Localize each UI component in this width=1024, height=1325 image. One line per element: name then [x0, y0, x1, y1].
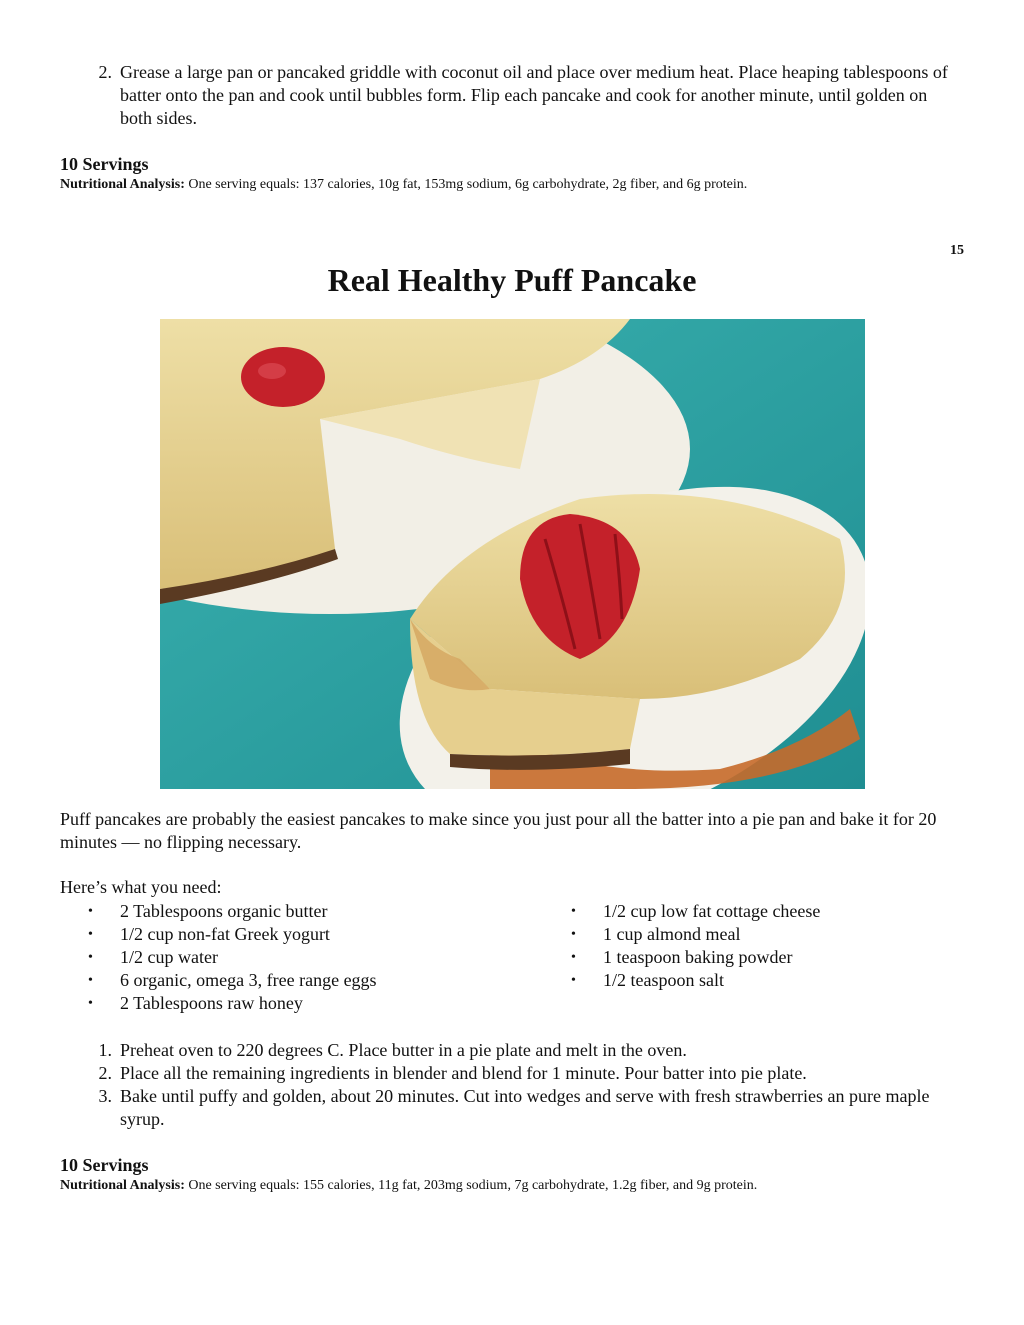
- ingredient-item: • 1/2 teaspoon salt: [543, 969, 963, 992]
- ingredient-item: • 1/2 cup non-fat Greek yogurt: [60, 923, 520, 946]
- recipe-step: [60, 1085, 960, 1131]
- ingredient-item: • 1 cup almond meal: [543, 923, 963, 946]
- nutrition-label: Nutritional Analysis:: [60, 177, 185, 192]
- step-text: Preheat oven to 220 degrees C. Place butter in a pie plate and melt in the oven.: [120, 1040, 687, 1060]
- step-number: 3.: [98, 1086, 112, 1106]
- step-text: Grease a large pan or pancaked griddle with coconut oil and place over medium heat. Place heaping tablespoons of batter onto the pan and cook until bubbles form. Flip each pancake and cook for another minute, until golden on both sides.: [120, 62, 948, 128]
- recipe-step: [60, 1039, 960, 1062]
- ingredients-left: [60, 900, 520, 1015]
- ingredient-item: • 6 organic, omega 3, free range eggs: [60, 969, 520, 992]
- pancake-photo: [160, 319, 865, 789]
- prev-servings: 10 Servings: [60, 154, 149, 174]
- recipe-nutrition: [60, 1178, 757, 1194]
- prev-recipe-steps: [60, 61, 960, 130]
- step-text: Bake until puffy and golden, about 20 minutes. Cut into wedges and serve with fresh strawberries an pure maple syrup.: [120, 1086, 930, 1129]
- page-number: 15: [950, 243, 964, 258]
- ingredient-item: • 1 teaspoon baking powder: [543, 946, 963, 969]
- recipe-steps: [60, 1039, 960, 1131]
- recipe-servings: 10 Servings: [60, 1155, 149, 1175]
- ingredient-item: • 1/2 cup low fat cottage cheese: [543, 900, 963, 923]
- prev-nutrition: [60, 177, 747, 193]
- step-number: 2.: [98, 62, 112, 82]
- recipe-step: [60, 1062, 960, 1085]
- nutrition-text: One serving equals: 155 calories, 11g fat, 203mg sodium, 7g carbohydrate, 1.2g fiber, and 9g protein.: [184, 1178, 758, 1193]
- step-number: 1.: [98, 1040, 112, 1060]
- nutrition-text: One serving equals: 137 calories, 10g fat, 153mg sodium, 6g carbohydrate, 2g fiber, and 6g protein.: [184, 177, 748, 192]
- back-strawberry: [241, 347, 325, 407]
- recipe-title: Real Healthy Puff Pancake: [327, 262, 697, 298]
- step-text: Place all the remaining ingredients in blender and blend for 1 minute. Pour batter into pie plate.: [120, 1063, 807, 1083]
- ingredients-right: [543, 900, 963, 992]
- recipe-intro: Puff pancakes are probably the easiest pancakes to make since you just pour all the batter into a pie pan and bake it for 20 minutes — no flipping necessary.: [60, 809, 937, 852]
- ingredient-item: • 2 Tablespoons organic butter: [60, 900, 520, 923]
- prev-step: [60, 61, 960, 130]
- ingredients-heading: Here’s what you need:: [60, 877, 222, 897]
- step-number: 2.: [98, 1063, 112, 1083]
- nutrition-label: Nutritional Analysis:: [60, 1178, 185, 1193]
- ingredient-item: • 1/2 cup water: [60, 946, 520, 969]
- pancake-illustration: [160, 319, 865, 789]
- ingredient-item: • 2 Tablespoons raw honey: [60, 992, 520, 1015]
